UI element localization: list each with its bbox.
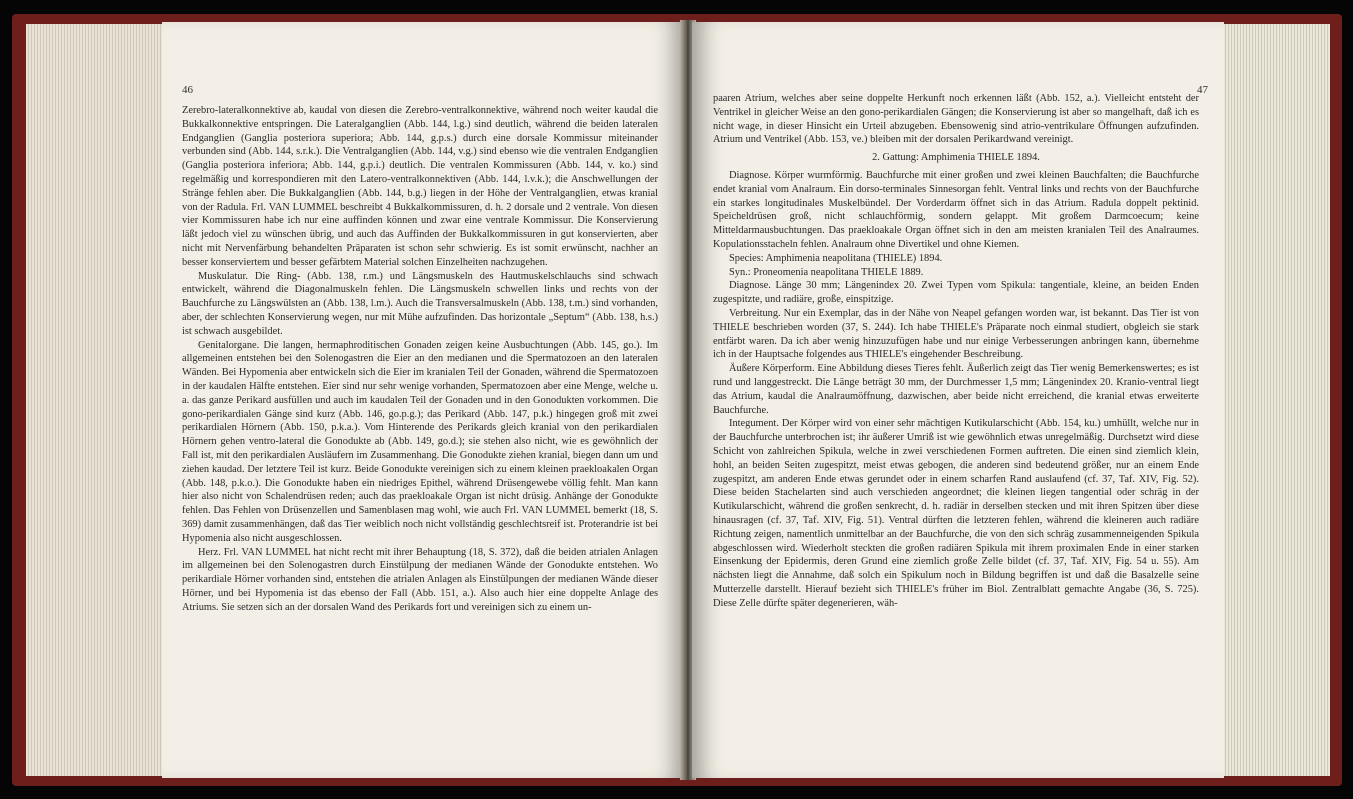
- paragraph-synonym: Syn.: Proneomenia neapolitana THIELE 1889.: [729, 266, 924, 278]
- page-edges-left: [26, 24, 176, 776]
- paragraph-diagnose-genus: Diagnose. Körper wurmförmig. Bauchfurche mit einer großen und zwei kleinen Bauchfalten; die Bauchfurche endet kranial vom Analraum. Ein dorso-terminales Sinnesorgan fehlt. Ventral links und rechts von der Bauchfurche ein starkes longitudinales Muskelbündel. Der Vorderdarm öffnet sich in das Atrium. Radula doppelt pektinid. Speicheldrüsen groß, nicht schlauchförmig, sondern gelappt. Mit großem Darmcoecum; keine Mitteldarmausbuchtungen. Das praekloakale Organ öffnet sich in den am meisten kranialen Teil des Analraumes. Kopulationsstacheln fehlen. Analraum ohne Divertikel und ohne Kiemen.: [713, 169, 1199, 250]
- paragraph-nervous-system: Zerebro-lateralkonnektive ab, kaudal von diesen die Zerebro-ventralkonnektive, während noch weiter kaudal die Bukkalkonnektive entspringen. Die Lateralganglien (Abb. 144, l.g.) sind deutlich, während die beiden lateralen Endganglien (Ganglia posteriora superiora; Abb. 144, g.p.s.) durch eine dorsale Kommissur miteinander verbunden sind (Abb. 144, s.r.k.). Die Ventralganglien (Abb. 144, v.g.) sind ebenso wie die ventralen Endganglien (Ganglia posteriora inferiora; Abb. 144, g.p.i.) deutlich. Die ventralen Kommissuren (Abb. 144, v. ko.) sind regelmäßig und korrespondieren mit den Latero-ventralkonnektiven (Abb. 144, l.v.k.); die Anschwellungen der Stränge fehlen aber. Die Bukkalganglien (Abb. 144, b.g.) liegen in der Höhe der Ventralganglien, etwas kranial von der Radula. Frl. VAN LUMMEL beschreibt 4 Bukkalkommissuren, d. h. 2 dorsale und 2 ventrale. Von diesen vier Kommissuren habe ich nur eine auffinden können und zwar eine ventrale Kommissur. Die Konservierung läßt jedoch viel zu wünschen übrig, und auch das Auffinden der Bukkalkommissuren in gut konservierten, aber nicht mit Nervenfärbung behandelten Präparaten ist schon sehr schwierig. Es ist somit erwünscht, nachher an besser konserviertem und besser gefärbtem Material solchen Einzelheiten nachzugehen.: [182, 105, 658, 268]
- paragraph-herz: Herz. Frl. VAN LUMMEL hat nicht recht mit ihrer Behauptung (18, S. 372), daß die beiden atrialen Anlagen im allgemeinen bei den Solenogastren durch Einstülpung der medianen Wände der Gonodukte entstehen. Wo perikardiale Hörner vorhanden sind, entstehen die atrialen Anlagen als Einstülpungen der medianen Wände dieser Hörner, und bei Hypomenia ist das ebenso der Fall (Abb. 151, a.). Also auch hier eine doppelte Anlage des Atriums. Sie setzen sich an der dorsalen Wand des Perikards fort und vereinigen sich zu einem un-: [182, 546, 658, 613]
- open-book: [12, 14, 1342, 786]
- paragraph-genitalorgane: Genitalorgane. Die langen, hermaphroditischen Gonaden zeigen keine Ausbuchtungen (Abb. 145, go.). Im allgemeinen entstehen bei den Solenogastren die Eier an den medianen und die Spermatozoen an den lateralen Wänden. Bei Hypomenia aber entwickeln sich die Eier im kranialen Teil der Gonaden, während die Spermatozoen in der kaudalen Hälfte entstehen. Eier sind nur sehr wenige vorhanden, Spermatozoen aber eine Menge, welche u. a. das ganze Perikard ausfüllen und auch im kaudalen Teil der Gonaden und in den Gonodukten vorkommen. Die gono-perikardialen Gänge sind kurz (Abb. 146, go.p.g.); das Perikard (Abb. 147, p.k.) hingegen groß mit zwei perikardialen Hörnern (Abb. 150, p.k.a.). Vom Hinterende des Perikards gleich kranial von den perikardialen Hörnern gehen ventro-lateral die Gonodukte ab (Abb. 149, go.d.); sie stehen also nicht, wie es gewöhnlich der Fall ist, mit den perikardialen Ausläufern im Zusammenhang. Die Gonodukte ziehen kranial, biegen dann um und ziehen kaudad. Der letztere Teil ist kurz. Beide Gonodukte vereinigen sich zu einem kleinen praekloakalen Organ (Abb. 148, p.k.o.). Die Gonodukte haben ein niedriges Epithel, während Drüsengewebe völlig fehlt. Man kann hier also nicht von Schalendrüsen reden; auch das praekloakale Organ ist nicht drüsig. Anhänge der Gonodukte fehlen. Das Fehlen von Drüsenzellen und Samenblasen mag wohl, wie auch Frl. VAN LUMMEL bemerkt (18, S. 369) damit zusammenhängen, daß das Tier weiblich noch nicht vollständig geschlechtsreif ist. Proterandrie ist bei Hypomenia also nicht ausgeschlossen.: [182, 339, 659, 544]
- right-page: [692, 22, 1224, 778]
- paragraph-muskulatur: Muskulatur. Die Ring- (Abb. 138, r.m.) und Längsmuskeln des Hautmuskelschlauchs sind schwach entwickelt, während die Diagonalmuskeln fehlen. Die Längsmuskeln schwellen links und rechts von der Bauchfurche zu Längswülsten an (Abb. 138, l.m.). Auch die Transversalmuskeln (Abb. 138, t.m.) sind vorhanden, aber, der schlechten Konservierung wegen, nur mit Mühe aufzufinden. Das horizontale „Septum“ (Abb. 138, h.s.) ist schwach ausgebildet.: [182, 270, 658, 337]
- paragraph-atrium: paaren Atrium, welches aber seine doppelte Herkunft noch erkennen läßt (Abb. 152, a.). Vielleicht entsteht der Ventrikel in gleicher Weise an den gono-perikardialen Gängen; die Konservierung ist aber so mangelhaft, daß ich es nicht wage, in dieser Hinsicht ein Urteil abzugeben. Ebensowenig sind atrio-ventrikulare Öffnungen aufzufinden. Atrium und Ventrikel (Abb. 153, ve.) bleiben mit der dorsalen Perikardwand vereinigt.: [713, 93, 1199, 146]
- left-page-text: [182, 104, 658, 614]
- paragraph-verbreitung: Verbreitung. Nur ein Exemplar, das in der Nähe von Neapel gefangen worden war, ist bekannt. Das Tier ist von THIELE beschrieben worden (37, S. 244). Ich habe THIELE's Präparate noch einmal studiert, obgleich sie stark entfärbt waren. Da ich aber wenig hinzuzufügen habe und nur einige Verbesserungen anbringen kann, übernehme ich in der Hauptsache folgendes aus THIELE's eingehender Beschreibung.: [713, 307, 1199, 361]
- page-number-left: 46: [182, 84, 193, 96]
- right-page-text: [713, 92, 1199, 610]
- paragraph-diagnose-species: Diagnose. Länge 30 mm; Längenindex 20. Zwei Typen vom Spikula: tangentiale, kleine, an beiden Enden zugespitzte, und radiäre, große, einspitzige.: [713, 280, 1199, 306]
- page-edges-right: [1210, 24, 1330, 776]
- section-heading-gattung: 2. Gattung: Amphimenia THIELE 1894.: [872, 152, 1040, 164]
- page-number-right: 47: [1197, 84, 1208, 96]
- paragraph-koerperform: Äußere Körperform. Eine Abbildung dieses Tieres fehlt. Äußerlich zeigt das Tier wenig Bemerkenswertes; es ist rund und langgestreckt. Die Länge beträgt 30 mm, der Durchmesser 1,5 mm; Längenindex 20. Kranio-ventral liegt das Atrium, kaudal die Analraumöffnung, dazwischen, aber beide nicht erreichend, die kranial etwas erweiterte Bauchfurche.: [713, 363, 1199, 416]
- paragraph-integument: Integument. Der Körper wird von einer sehr mächtigen Kutikularschicht (Abb. 154, ku.) umhüllt, welche nur in der Bauchfurche unterbrochen ist; ihr äußerer Umriß ist wie gewöhnlich etwas unregelmäßig. Durchsetzt wird diese Schicht von zahlreichen Spikula, welche in zwei verschiedenen Formen auftreten. Die einen sind ziemlich klein, hohl, an beiden Seiten zugespitzt, meist etwas gebogen, die anderen sind bedeutend größer, nur an einem Ende zugespitzt, am anderen Ende etwas gerundet oder in einem scharfen Rand auslaufend (cf. 37, Taf. XIV, Fig. 52). Diese beiden Stachelarten sind auch verschieden angeordnet; die kleinen liegen tangential oder schräg in der Kutikularschicht, während die großen senkrecht, d. h. radiär in derselben stecken und mit ihren Spitzen über diese hinausragen (cf. 37, Taf. XIV, Fig. 51). Ventral dürften die letzteren fehlen, während die kleineren auch radiäre Richtung zeigen, namentlich unmittelbar an der Bauchfurche, die von den sich schräg zusammenneigenden Spikula abgeschlossen wird. Wiederholt steckten die großen radiären Spikula mit ihrem proximalen Ende in einer starken Einsenkung der Epidermis, deren Grund eine ziemlich große Zelle bildet (cf. 37, Taf. XIV, Fig. 54 u. 55). Am nächsten liegt die Annahme, daß solch ein Spikulum noch in Bildung begriffen ist und daß die Basalzelle seine Mutterzelle darstellt. Hierauf bezieht sich THIELE's früher im Biol. Zentralblatt gemachte Angabe (36, S. 725). Diese Zelle dürfte später degenerieren, wäh-: [713, 418, 1199, 609]
- left-page: [162, 22, 684, 778]
- paragraph-species: Species: Amphimenia neapolitana (THIELE) 1894.: [729, 252, 943, 264]
